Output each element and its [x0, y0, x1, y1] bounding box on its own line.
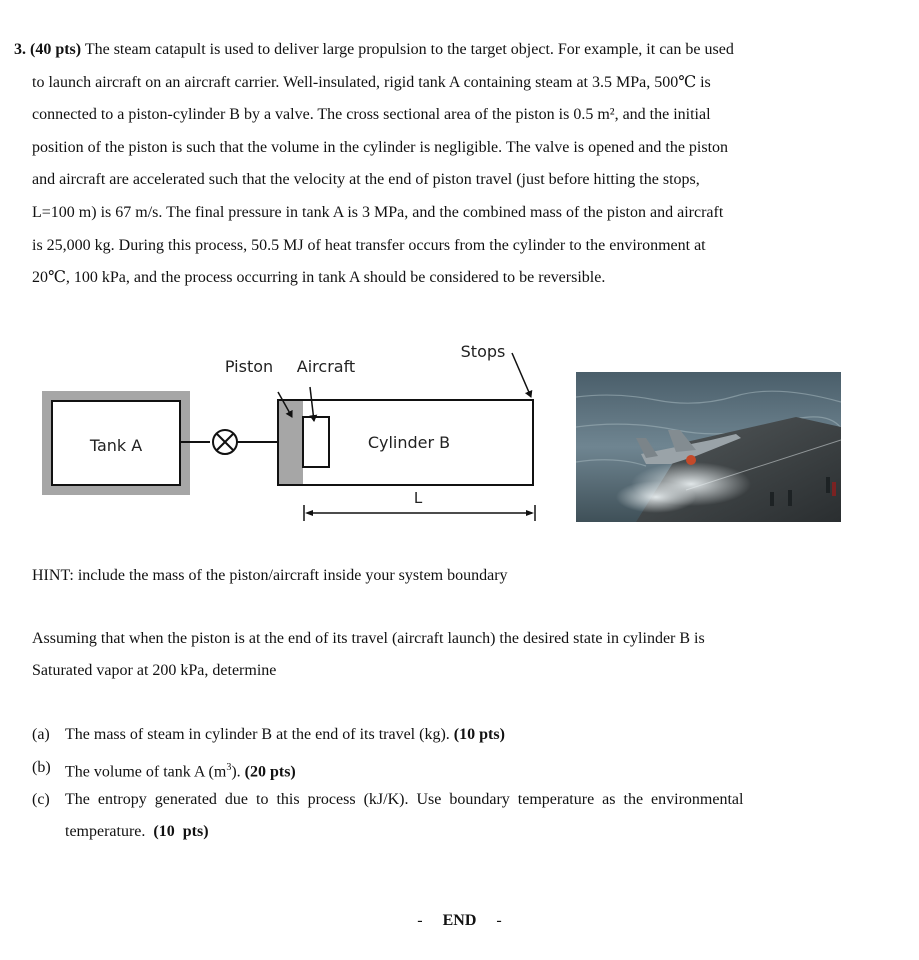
- end-marker: [0, 912, 919, 930]
- problem-line-5: and aircraft are accelerated such that the velocity at the end of piston travel (just before hitting the stops,: [32, 171, 700, 189]
- length-label: L: [413, 489, 423, 507]
- catapult-diagram: [30, 335, 590, 535]
- cylinder-label: Cylinder B: [367, 433, 451, 452]
- length-arrow-right: [526, 510, 534, 516]
- photo-crew-3: [826, 477, 830, 493]
- part-c: [32, 784, 857, 848]
- end-text: END: [442, 912, 477, 929]
- aircraft-box: [303, 417, 329, 467]
- tank-label: Tank A: [89, 436, 143, 455]
- part-a-text: The mass of steam in cylinder B at the end of its travel (kg).: [65, 726, 450, 743]
- assumption-line-2: Saturated vapor at 200 kPa, determine: [32, 662, 277, 679]
- part-b: [32, 752, 857, 788]
- end-dash-right: -: [496, 912, 502, 929]
- part-b-points: (20 pts): [244, 763, 296, 781]
- problem-line-2: to launch aircraft on an aircraft carrier. Well-insulated, rigid tank A containing steam at 3.5 MPa, 500℃ is: [32, 73, 711, 91]
- photo-crew-1: [770, 492, 774, 506]
- end-dash-left: -: [417, 912, 423, 929]
- aircraft-label: Aircraft: [296, 357, 356, 376]
- part-c-text: The entropy generated due to this process (kJ/K). Use boundary temperature as the environmental: [65, 791, 744, 808]
- question-points: (40 pts): [30, 41, 82, 58]
- problem-statement: [14, 34, 864, 295]
- piston: [279, 401, 303, 484]
- problem-line-1: 3. (40 pts) The steam catapult is used to deliver large propulsion to the target object. For example, it can be used: [14, 41, 734, 58]
- problem-line-3: connected to a piston-cylinder B by a valve. The cross sectional area of the piston is 0.5 m², and the initial: [32, 106, 711, 124]
- part-c-text-2: temperature.: [65, 823, 146, 840]
- part-b-text: The volume of tank A (m: [65, 763, 227, 781]
- problem-line-6: L=100 m) is 67 m/s. The final pressure in tank A is 3 MPa, and the combined mass of the piston and aircraft: [32, 203, 724, 221]
- stops-leader: [512, 353, 531, 397]
- stops-label: Stops: [460, 342, 506, 361]
- part-a-points: (10 pts): [453, 726, 505, 743]
- photo-steam-2: [616, 481, 696, 513]
- question-number: 3.: [14, 41, 26, 58]
- part-c-points: (10 pts): [153, 823, 209, 840]
- part-c-label: (c): [32, 791, 50, 808]
- part-a-label: (a): [32, 726, 50, 743]
- piston-label: Piston: [224, 357, 274, 376]
- problem-line-8: 20℃, 100 kPa, and the process occurring in tank A should be considered to be reversible.: [32, 269, 606, 287]
- photo-crew-2: [788, 490, 792, 506]
- length-arrow-left: [305, 510, 313, 516]
- aircraft-launch-photo: [576, 372, 841, 522]
- assumption-line-1: Assuming that when the piston is at the end of its travel (aircraft launch) the desired state in cylinder B is: [32, 630, 705, 647]
- part-b-text-end: ).: [231, 763, 241, 781]
- photo-afterburner: [686, 455, 696, 465]
- assumption-text: [32, 623, 862, 687]
- problem-line-7: is 25,000 kg. During this process, 50.5 MJ of heat transfer occurs from the cylinder to the environment at: [32, 236, 706, 254]
- hint-text: HINT: include the mass of the piston/aircraft inside your system boundary: [32, 567, 508, 584]
- part-b-superscript: 3: [226, 762, 232, 773]
- photo-crew-4: [832, 482, 836, 496]
- part-b-label: (b): [32, 759, 51, 776]
- problem-line-4: position of the piston is such that the volume in the cylinder is negligible. The valve is opened and the piston: [32, 138, 729, 156]
- part-a: [32, 719, 857, 751]
